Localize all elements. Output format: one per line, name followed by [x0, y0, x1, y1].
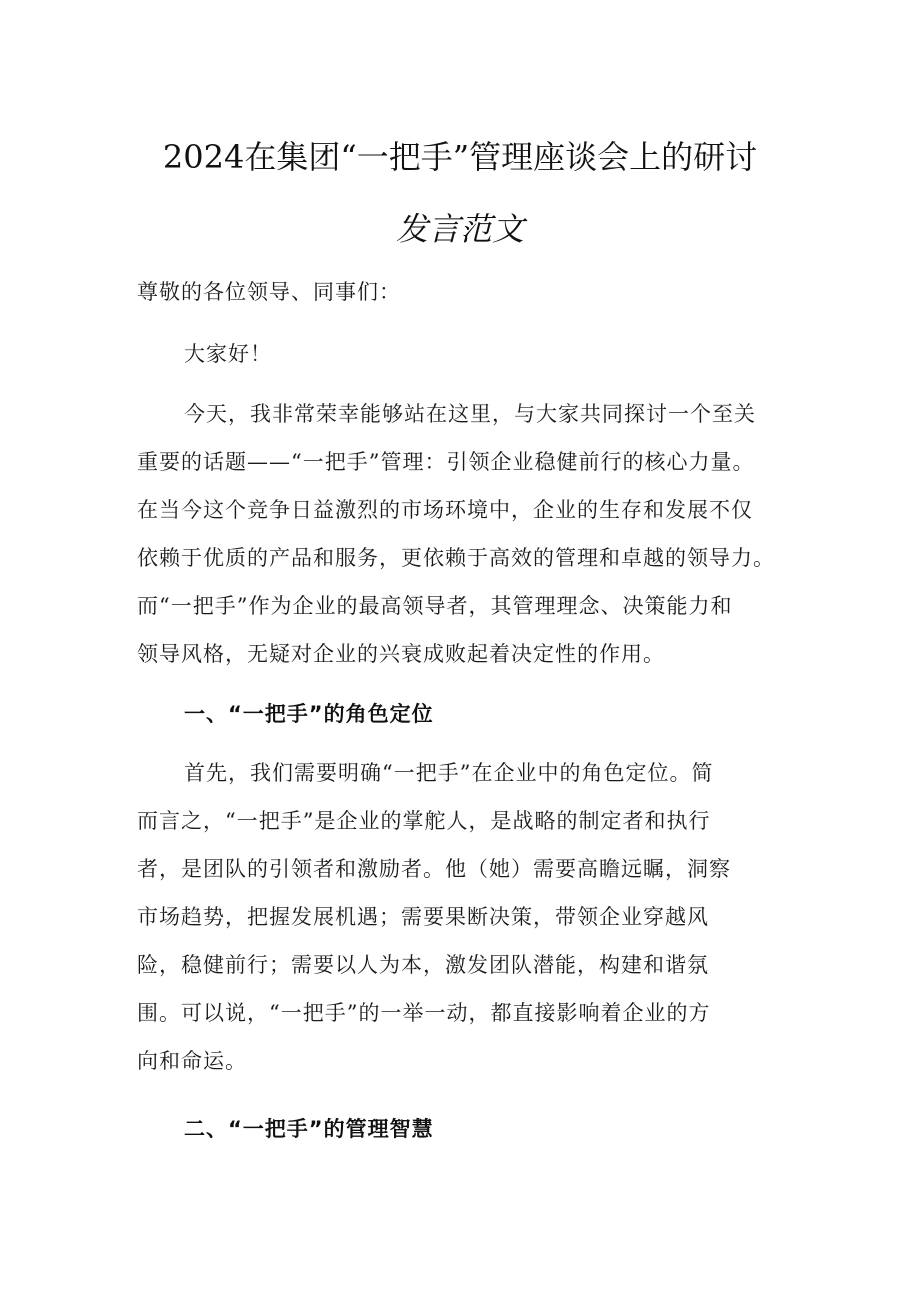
greeting: 大家好！ — [184, 342, 272, 366]
intro-line: 在当今这个竞争日益激烈的市场环境中，企业的生存和发展不仅 — [137, 498, 753, 522]
section1-line: 向和命运。 — [137, 1049, 247, 1073]
section-heading-2: 二、“一把手”的管理智慧 — [184, 1117, 434, 1141]
intro-line: 今天，我非常荣幸能够站在这里，与大家共同探讨一个至关 — [184, 402, 756, 426]
document-title-line-2: 发言范文 — [395, 210, 524, 248]
section1-line: 而言之，“一把手”是企业的掌舵人，是战略的制定者和执行 — [137, 809, 711, 833]
section1-line: 首先，我们需要明确“一把手”在企业中的角色定位。简 — [184, 761, 714, 785]
document-title-line-1: 2024在集团“一把手”管理座谈会上的研讨 — [162, 138, 758, 176]
intro-line: 领导风格，无疑对企业的兴衰成败起着决定性的作用。 — [137, 642, 665, 666]
section1-line: 险，稳健前行；需要以人为本，激发团队潜能，构建和谐氛 — [137, 953, 709, 977]
section1-line: 市场趋势，把握发展机遇；需要果断决策，带领企业穿越风 — [137, 905, 709, 929]
section1-line: 者，是团队的引领者和激励者。他（她）需要高瞻远瞩，洞察 — [137, 857, 731, 881]
intro-line: 重要的话题——“一把手”管理：引领企业稳健前行的核心力量。 — [137, 450, 755, 474]
section1-line: 围。可以说，“一把手”的一举一动，都直接影响着企业的方 — [137, 1001, 711, 1025]
section-heading-1: 一、“一把手”的角色定位 — [184, 702, 434, 726]
salutation: 尊敬的各位领导、同事们： — [137, 280, 401, 304]
intro-line: 依赖于优质的产品和服务，更依赖于高效的管理和卓越的领导力。 — [137, 546, 775, 570]
intro-line: 而“一把手”作为企业的最高领导者，其管理理念、决策能力和 — [137, 594, 733, 618]
